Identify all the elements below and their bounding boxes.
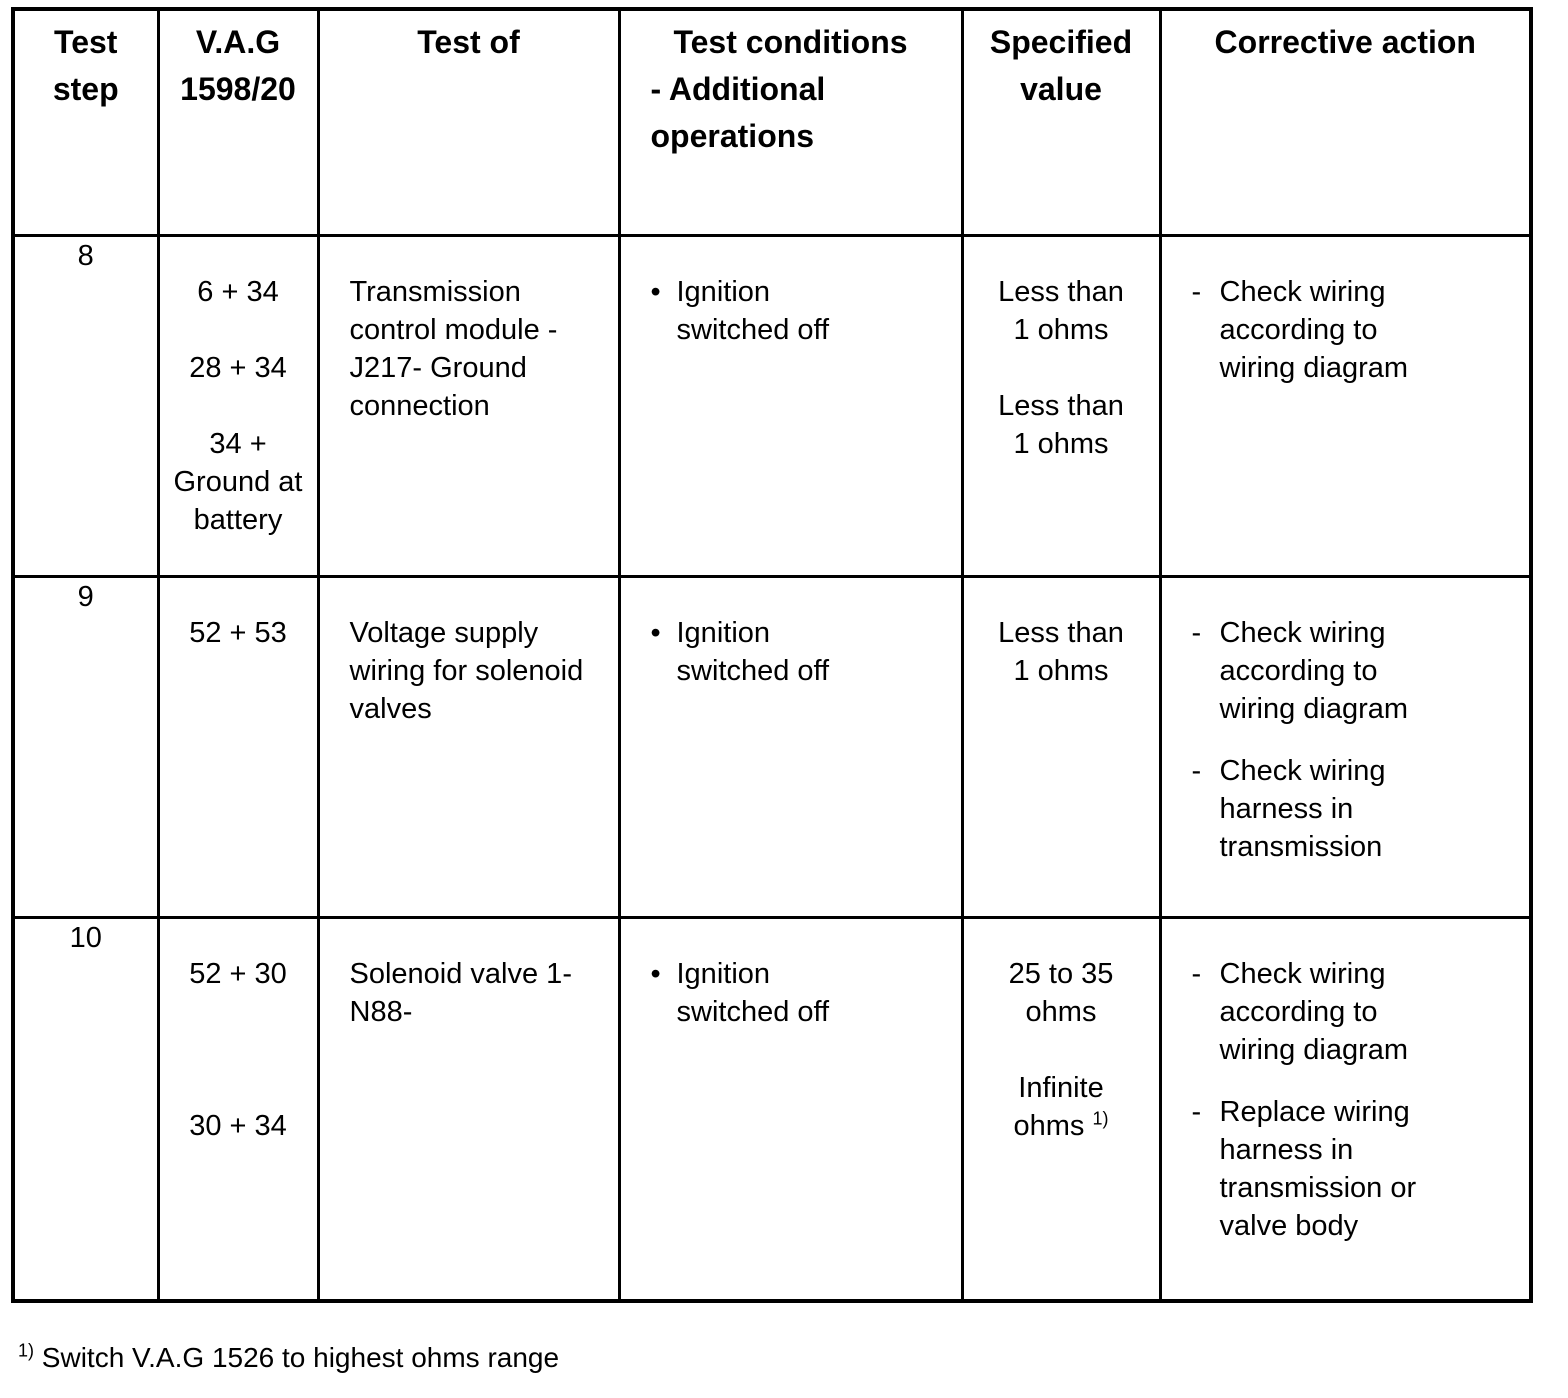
action-item [1192,614,1524,728]
table-row [13,576,1531,917]
vag-value: 6 + 34 [197,275,279,308]
vag-value: 52 + 30 [189,957,287,990]
condition-text: switched off [676,654,830,687]
header-row [13,9,1531,235]
action-text: wiring diagram [1219,1033,1409,1066]
header-test-step [13,9,158,235]
spec-value-with-footnote [964,1107,1159,1145]
header-test-of [318,9,619,235]
action-cell [1160,917,1531,1301]
action-text: Check wiring [1219,616,1386,649]
header-specified-value [962,9,1160,235]
vag-value: 30 + 34 [189,1109,287,1142]
header-test-step-line2: step [52,71,119,107]
dash-icon: - [1191,275,1202,308]
test-of-cell [318,235,619,576]
header-specified-line2: value [1020,71,1102,107]
action-text: Check wiring [1219,275,1386,308]
action-text: according to [1219,313,1378,346]
header-corrective-action-label: Corrective action [1214,24,1476,60]
action-text: according to [1219,654,1378,687]
test-of-text: Voltage supply [349,616,539,649]
vag-cell [158,235,318,576]
spec-value: Infinite [1018,1071,1104,1104]
test-of-text: control module - [349,313,558,346]
footnote [18,1338,559,1378]
header-test-step-line1: Test [54,24,118,60]
action-cell [1160,235,1531,576]
step-number: 8 [13,235,158,576]
header-vag-line1: V.A.G [195,24,281,60]
action-text: valve body [1219,1209,1359,1242]
bullet-icon: • [650,616,661,649]
test-of-cell [318,917,619,1301]
dash-icon: - [1191,754,1202,787]
condition-text: Ignition [676,616,771,649]
conditions-cell [619,576,962,917]
step-number: 9 [13,576,158,917]
spec-value: Less than [998,616,1124,649]
spec-value: 1 ohms [1013,654,1109,687]
action-text: Check wiring [1219,754,1386,787]
condition-text: switched off [676,995,830,1028]
header-test-of-label: Test of [417,24,520,60]
header-additional-label: - Additional [650,71,826,107]
dash-icon: - [1191,957,1202,990]
action-text: harness in [1219,1133,1354,1166]
action-item [1192,752,1524,866]
test-of-text: N88- [349,995,413,1028]
bullet-icon: • [650,275,661,308]
test-of-text: J217- Ground [349,351,527,384]
footnote-text: Switch V.A.G 1526 to highest ohms range [41,1342,560,1373]
conditions-cell [619,917,962,1301]
header-corrective-action [1160,9,1531,235]
spec-cell [962,917,1160,1301]
spec-cell [962,576,1160,917]
spec-value: Less than [998,275,1124,308]
spec-value: Less than [998,389,1124,422]
action-item [1192,955,1524,1069]
vag-value: 52 + 53 [189,616,287,649]
condition-text: switched off [676,313,830,346]
step-number: 10 [13,917,158,1301]
vag-cell [158,917,318,1301]
vag-value: 34 + [209,427,267,460]
test-of-text: wiring for solenoid [349,654,584,687]
test-table [11,7,1533,1303]
test-of-text: Solenoid valve 1- [349,957,572,990]
condition-text: Ignition [676,275,771,308]
condition-text: Ignition [676,957,771,990]
spec-value: 1 ohms [1013,313,1109,346]
footnote-marker: 1) [1092,1107,1109,1128]
header-vag [158,9,318,235]
test-of-text: Transmission [349,275,521,308]
action-text: harness in [1219,792,1354,825]
header-operations-label: operations [650,118,815,154]
action-text: transmission or [1219,1171,1417,1204]
test-of-text: connection [349,389,490,422]
action-item [1192,1093,1524,1245]
spec-value: 1 ohms [1013,427,1109,460]
vag-value: Ground at [173,465,303,498]
header-specified-line1: Specified [989,24,1133,60]
action-text: wiring diagram [1219,351,1409,384]
action-text: Replace wiring [1219,1095,1410,1128]
bullet-icon: • [650,957,661,990]
table-row [13,917,1531,1301]
dash-icon: - [1191,1095,1202,1128]
action-cell [1160,576,1531,917]
spec-value: 25 to 35 [1008,957,1114,990]
header-vag-line2: 1598/20 [180,71,296,107]
vag-value: 28 + 34 [189,351,287,384]
spec-cell [962,235,1160,576]
spec-value: ohms [1025,995,1097,1028]
action-text: Check wiring [1219,957,1386,990]
table-row [13,235,1531,576]
action-text: transmission [1219,830,1383,863]
header-test-conditions [619,9,962,235]
action-text: wiring diagram [1219,692,1409,725]
spec-value: ohms [1013,1109,1085,1142]
condition-item [651,273,961,349]
vag-value: battery [193,503,283,536]
vag-cell [158,576,318,917]
dash-icon: - [1191,616,1202,649]
action-item [1192,273,1524,387]
action-text: according to [1219,995,1378,1028]
condition-item [651,955,961,1031]
conditions-cell [619,235,962,576]
condition-item [651,614,961,690]
footnote-mark: 1) [18,1340,35,1361]
test-of-text: valves [349,692,432,725]
test-of-cell [318,576,619,917]
header-test-conditions-label: Test conditions [673,24,908,60]
